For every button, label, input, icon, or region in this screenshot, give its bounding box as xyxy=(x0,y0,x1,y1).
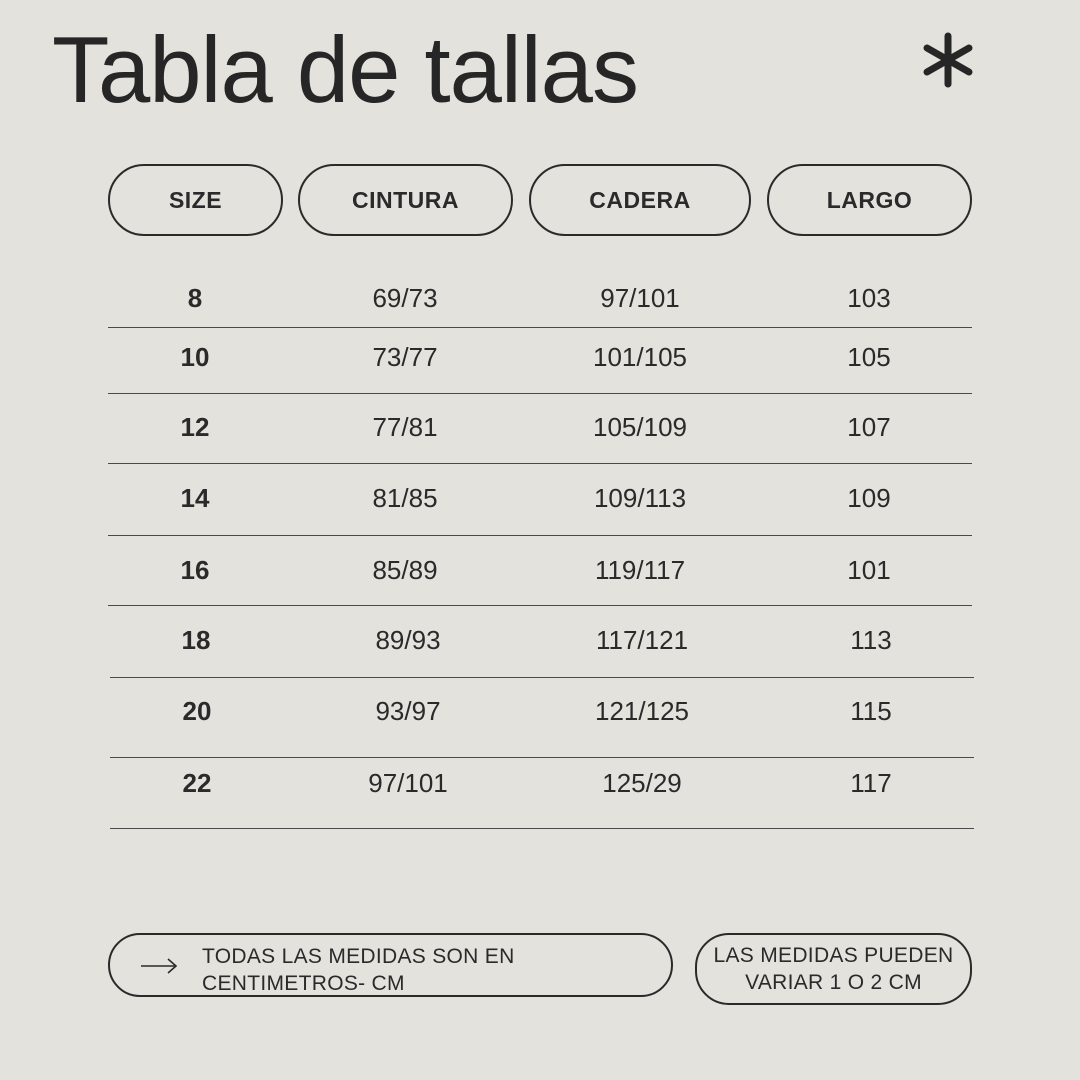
cell-cintura: 89/93 xyxy=(375,625,441,655)
row-divider xyxy=(108,605,972,606)
cell-cintura: 97/101 xyxy=(368,768,448,798)
cell-size: 18 xyxy=(181,625,211,655)
row-divider xyxy=(108,393,972,394)
arrow-right-icon xyxy=(140,955,178,977)
row-divider xyxy=(110,677,974,678)
header-largo: LARGO xyxy=(767,164,972,236)
cell-cadera: 109/113 xyxy=(593,483,687,513)
row-divider xyxy=(108,327,972,328)
cell-largo: 103 xyxy=(847,283,891,313)
cell-largo: 105 xyxy=(847,342,891,372)
cell-largo: 107 xyxy=(847,412,891,442)
table-row xyxy=(108,691,972,731)
cell-cintura: 69/73 xyxy=(372,283,438,313)
note-variation-text: LAS MEDIDAS PUEDEN VARIAR 1 O 2 CM xyxy=(713,944,954,994)
table-row xyxy=(108,620,972,660)
header-cadera: CADERA xyxy=(529,164,751,236)
cell-largo: 113 xyxy=(850,625,892,655)
cell-largo: 117 xyxy=(850,768,892,798)
cell-size: 22 xyxy=(182,768,212,798)
cell-size: 8 xyxy=(187,283,203,313)
row-divider xyxy=(108,535,972,536)
page-title: Tabla de tallas xyxy=(52,17,638,122)
cell-cadera: 125/29 xyxy=(602,768,682,798)
header-cintura: CINTURA xyxy=(298,164,513,236)
table-row xyxy=(108,550,972,590)
cell-size: 16 xyxy=(180,555,210,585)
row-divider xyxy=(110,828,974,829)
asterisk-icon xyxy=(918,30,978,90)
row-divider xyxy=(108,463,972,464)
cell-largo: 115 xyxy=(850,696,892,726)
header-size: SIZE xyxy=(108,164,283,236)
cell-cadera: 97/101 xyxy=(600,283,680,313)
cell-size: 12 xyxy=(180,412,210,442)
cell-cadera: 105/109 xyxy=(593,412,687,442)
cell-size: 20 xyxy=(182,696,212,726)
cell-largo: 109 xyxy=(847,483,891,513)
table-row xyxy=(108,763,972,803)
note-units xyxy=(108,933,673,997)
table-row xyxy=(108,407,972,447)
note-variation xyxy=(695,933,972,1005)
cell-cadera: 119/117 xyxy=(594,555,686,585)
cell-cadera: 121/125 xyxy=(595,696,689,726)
row-divider xyxy=(110,757,974,758)
cell-largo: 101 xyxy=(847,555,891,585)
cell-cintura: 77/81 xyxy=(372,412,438,442)
cell-cintura: 73/77 xyxy=(372,342,438,372)
cell-cadera: 117/121 xyxy=(595,625,689,655)
note-units-text: TODAS LAS MEDIDAS SON EN CENTIMETROS- CM xyxy=(202,945,515,995)
table-row xyxy=(108,278,972,318)
cell-cadera: 101/105 xyxy=(593,342,687,372)
table-row xyxy=(108,337,972,377)
cell-cintura: 81/85 xyxy=(372,483,438,513)
cell-size: 10 xyxy=(180,342,210,372)
cell-cintura: 93/97 xyxy=(375,696,441,726)
table-row xyxy=(108,478,972,518)
cell-size: 14 xyxy=(180,483,210,513)
cell-cintura: 85/89 xyxy=(372,555,438,585)
